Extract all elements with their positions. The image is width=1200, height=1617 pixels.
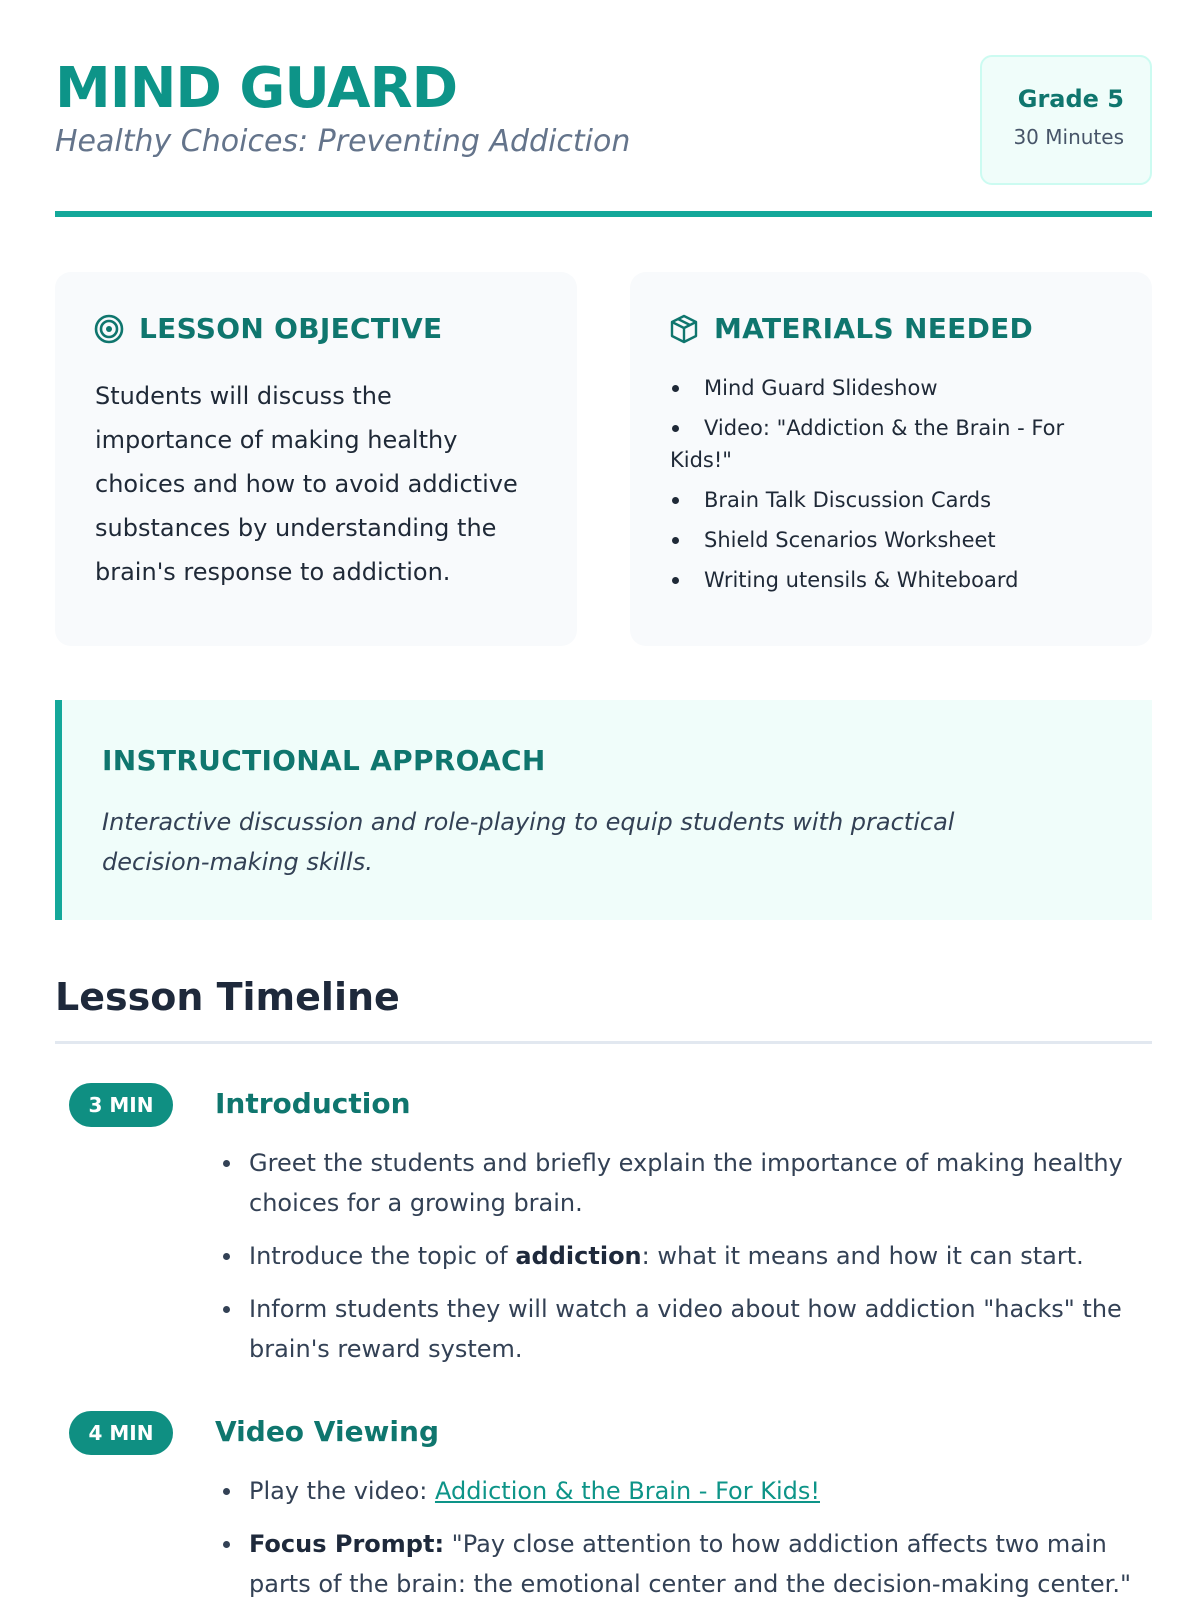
package-icon bbox=[668, 313, 700, 345]
list-item: Brain Talk Discussion Cards bbox=[670, 484, 1120, 516]
step-list bbox=[215, 1471, 1135, 1617]
timeline-heading: Lesson Timeline bbox=[55, 975, 400, 1019]
duration-badge: 4 MIN bbox=[69, 1411, 173, 1455]
header bbox=[55, 50, 1152, 220]
step-title: Introduction bbox=[215, 1087, 411, 1120]
objective-heading bbox=[93, 312, 442, 345]
list-item: Greet the students and briefly explain the importance of making healthy choices for a growing brain. bbox=[215, 1143, 1135, 1223]
item-text: Play the video: bbox=[249, 1477, 435, 1505]
step-title: Video Viewing bbox=[215, 1415, 439, 1448]
item-text: Introduce the topic of bbox=[249, 1242, 516, 1270]
page-title: MIND GUARD bbox=[55, 56, 458, 121]
list-item bbox=[215, 1524, 1135, 1604]
list-item: Inform students they will watch a video about how addiction "hacks" the brain's reward system. bbox=[215, 1289, 1135, 1369]
list-item bbox=[215, 1471, 1135, 1511]
objective-heading-text: LESSON OBJECTIVE bbox=[139, 312, 443, 345]
header-divider bbox=[55, 211, 1152, 217]
list-item: Writing utensils & Whiteboard bbox=[670, 564, 1120, 596]
approach-text: Interactive discussion and role-playing to equip students with practical decision-making skills. bbox=[102, 808, 955, 876]
step-list bbox=[215, 1143, 1135, 1382]
list-item: Mind Guard Slideshow bbox=[670, 372, 1120, 404]
materials-heading-text: MATERIALS NEEDED bbox=[714, 312, 1034, 345]
item-text: : what it means and how it can start. bbox=[641, 1242, 1084, 1270]
grade-info-box bbox=[980, 55, 1152, 185]
focus-prompt-label: Focus Prompt: bbox=[249, 1530, 445, 1558]
materials-list bbox=[670, 372, 1120, 604]
approach-heading: INSTRUCTIONAL APPROACH bbox=[102, 744, 546, 777]
target-icon bbox=[93, 313, 125, 345]
item-text: "Pay close attention to how addiction affects two main parts of the brain: the emotional center and the decision-making center." bbox=[249, 1530, 1131, 1598]
materials-heading bbox=[668, 312, 1033, 345]
duration-label: 30 Minutes bbox=[1013, 125, 1124, 149]
list-item: Video: "Addiction & the Brain - For Kids!" bbox=[670, 412, 1120, 476]
objective-card bbox=[55, 272, 577, 646]
objective-text: Students will discuss the importance of making healthy choices and how to avoid addictive substances by understanding the brain's response to addiction. bbox=[95, 382, 518, 586]
grade-label: Grade 5 bbox=[1017, 85, 1124, 113]
page-subtitle: Healthy Choices: Preventing Addiction bbox=[55, 124, 631, 159]
duration-badge: 3 MIN bbox=[69, 1083, 173, 1127]
video-link[interactable]: Addiction & the Brain - For Kids! bbox=[434, 1477, 820, 1505]
timeline-divider bbox=[55, 1041, 1152, 1044]
item-bold-term: addiction bbox=[515, 1242, 642, 1270]
list-item bbox=[215, 1236, 1135, 1276]
list-item: Shield Scenarios Worksheet bbox=[670, 524, 1120, 556]
instructional-approach-callout bbox=[55, 700, 1152, 920]
materials-card bbox=[630, 272, 1152, 646]
